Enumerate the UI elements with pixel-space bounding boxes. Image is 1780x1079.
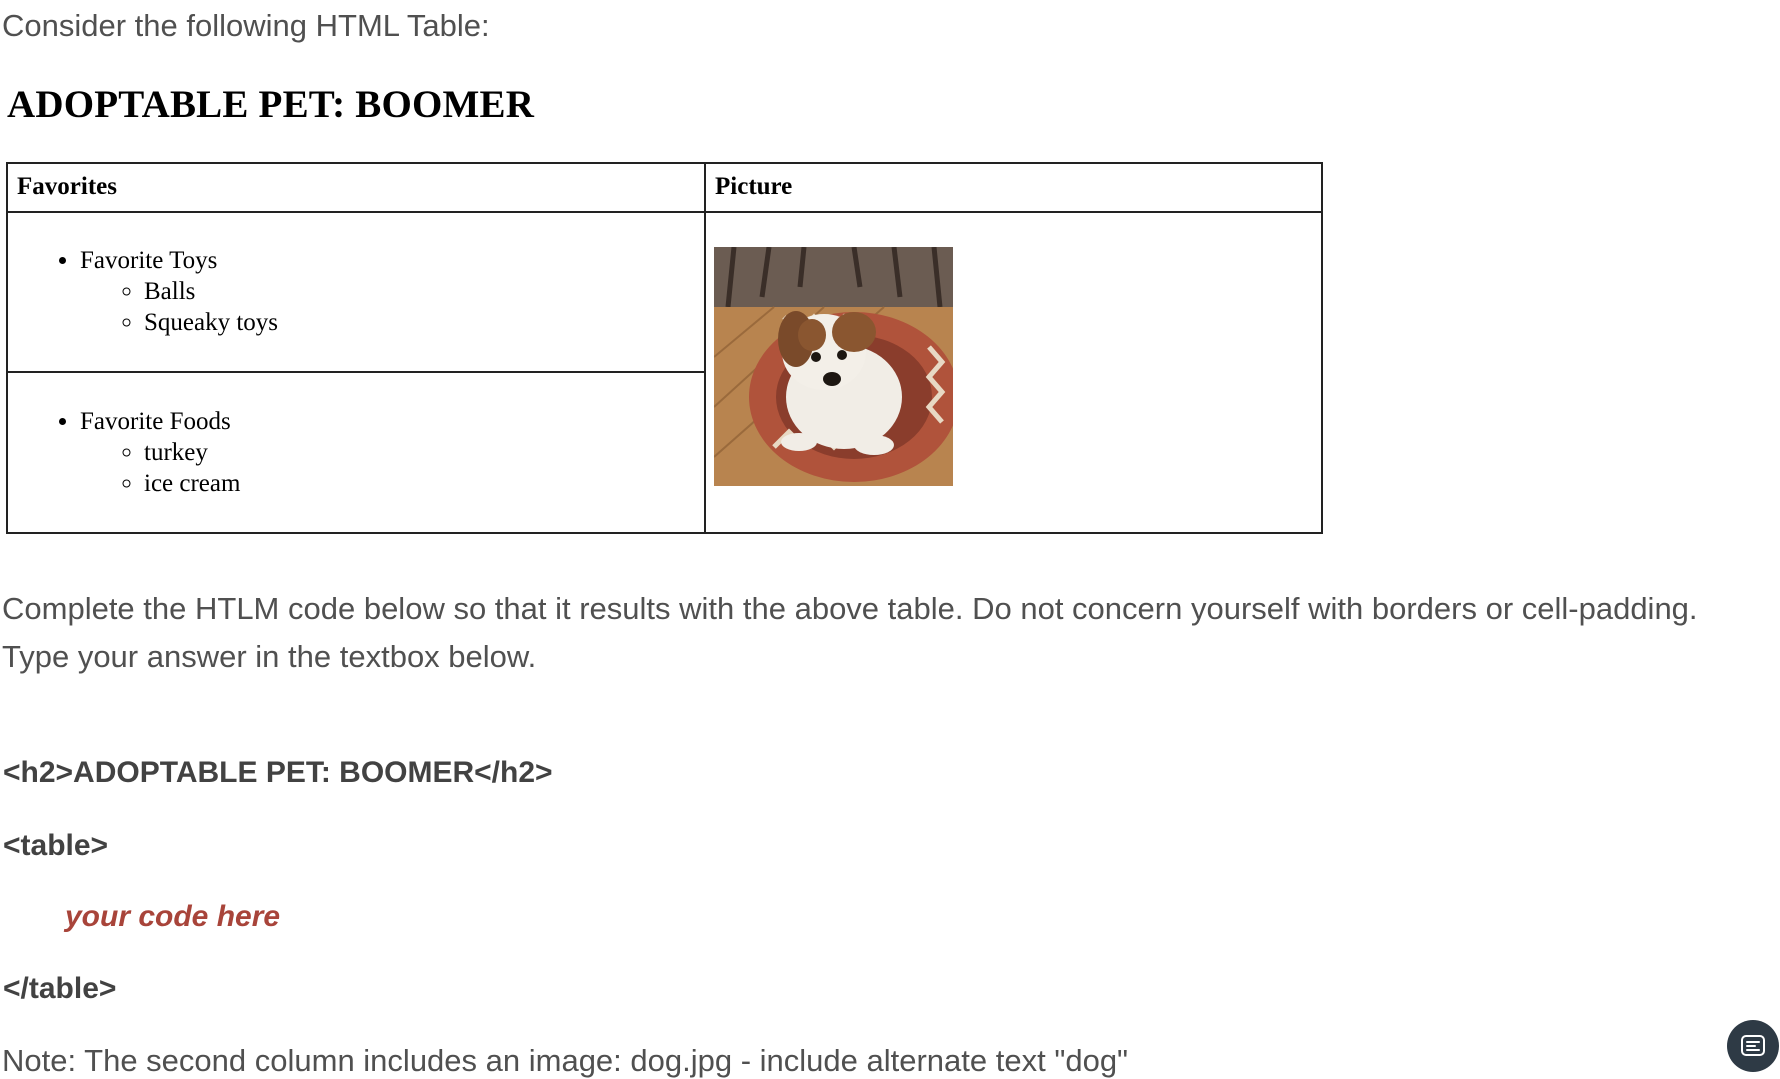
code-table-open: <table> — [3, 829, 109, 862]
transcript-icon — [1739, 1032, 1767, 1060]
instructions-line-2: Type your answer in the textbox below. — [2, 639, 537, 674]
foods-title: Favorite Foods — [80, 408, 231, 436]
pet-heading: ADOPTABLE PET: BOOMER — [7, 83, 535, 126]
list-item: ◦ Balls — [144, 276, 704, 307]
header-picture: Picture — [705, 163, 1322, 212]
list-item: ◦ Squeaky toys — [144, 307, 704, 338]
foods-list — [8, 406, 704, 499]
header-favorites: Favorites — [7, 163, 705, 212]
list-item: ◦ ice cream — [144, 468, 704, 499]
foods-cell — [7, 372, 705, 533]
transcript-button[interactable] — [1727, 1020, 1779, 1072]
code-h2-line: <h2>ADOPTABLE PET: BOOMER</h2> — [3, 756, 553, 789]
picture-cell — [705, 212, 1322, 533]
intro-text: Consider the following HTML Table: — [2, 8, 490, 43]
table-row — [7, 212, 1322, 373]
instructions — [2, 585, 1777, 681]
instructions-line-1: Complete the HTLM code below so that it results with the above table. Do not concern yourself with borders or cell-padding. — [2, 591, 1698, 626]
toys-sublist — [80, 276, 704, 338]
toys-title: Favorite Toys — [80, 247, 218, 275]
code-placeholder: your code here — [65, 900, 281, 933]
dog-photo — [714, 247, 953, 486]
note-text: Note: The second column includes an image: dog.jpg - include alternate text "dog" — [2, 1043, 1129, 1078]
toys-list — [8, 245, 704, 338]
foods-sublist — [80, 437, 704, 499]
list-item: ◦ turkey — [144, 437, 704, 468]
list-item — [80, 406, 704, 499]
table-header-row — [7, 163, 1322, 212]
toys-cell — [7, 212, 705, 373]
pet-table — [6, 162, 1323, 534]
list-item — [80, 245, 704, 338]
code-table-close: </table> — [3, 972, 117, 1005]
